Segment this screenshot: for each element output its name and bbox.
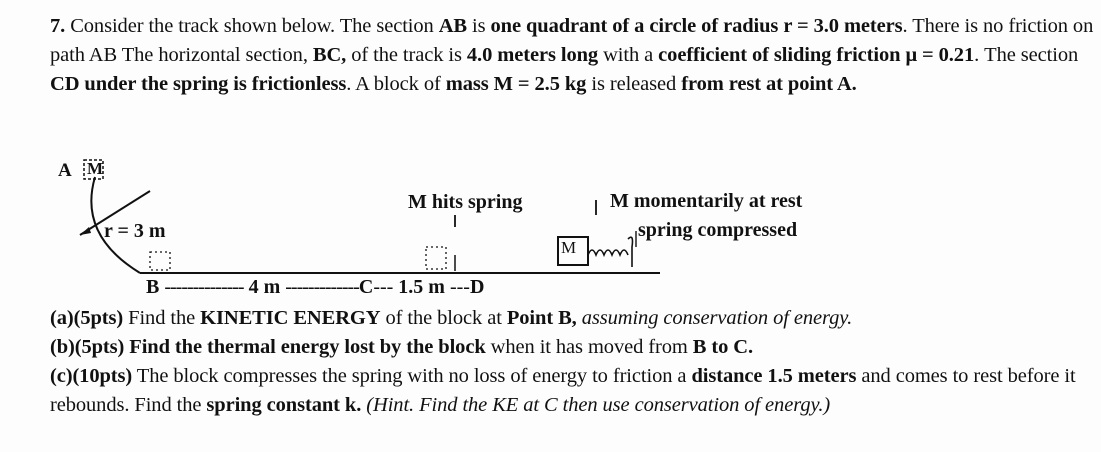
dashes-1: -------------- — [164, 276, 244, 298]
text-rest: from rest at point A. — [681, 73, 857, 95]
dashes-2: ------------- — [285, 276, 359, 298]
block-m-label: M — [561, 238, 577, 257]
text: . A block of — [346, 73, 446, 95]
question-c — [50, 362, 1095, 420]
text-assumption: assuming conservation of energy. — [576, 307, 853, 329]
text: and comes to rest before it rebounds. Find the — [50, 365, 1076, 416]
question-a-label: (a)(5pts) — [50, 307, 124, 329]
text: when it has moved from — [485, 336, 693, 358]
text: is released — [586, 73, 682, 95]
problem-number: 7. — [50, 15, 66, 37]
text: of the block at — [380, 307, 507, 329]
dist-4m: 4 m — [248, 276, 281, 298]
text-mass: mass M = 2.5 kg — [445, 73, 587, 95]
dist-15m: 1.5 m — [398, 276, 445, 298]
momentarily-label: M momentarily at rest — [610, 190, 803, 212]
text-ab: AB — [438, 15, 467, 37]
text-point-b: Point B, — [506, 307, 577, 329]
dashes-3: --- — [373, 276, 394, 298]
compressed-label: spring compressed — [638, 219, 798, 241]
text: Find the — [123, 307, 201, 329]
spring-wall — [628, 237, 633, 267]
question-b-label: (b)(5pts) Find the thermal energy lost by the block — [50, 336, 486, 358]
track-diagram — [0, 155, 1101, 305]
text: . There is no friction on path AB The horizontal section, — [50, 15, 1094, 66]
distance-row — [146, 276, 484, 299]
problem-statement — [50, 12, 1095, 99]
hits-spring-label: M hits spring — [408, 191, 523, 213]
text-friction: coefficient of sliding friction μ = 0.21 — [658, 44, 975, 66]
block-at-spring — [426, 247, 446, 269]
text-distance: distance 1.5 meters — [691, 365, 857, 387]
text-b-to-c: B to C. — [692, 336, 753, 358]
spring-coil — [588, 250, 628, 255]
label-m-top: M — [87, 159, 104, 178]
text-spring-constant: spring constant k. — [206, 394, 362, 416]
text: is — [467, 15, 491, 37]
question-b — [50, 333, 1095, 362]
question-c-label: (c)(10pts) — [50, 365, 133, 387]
questions — [50, 304, 1095, 420]
radius-label: r = 3 m — [104, 220, 166, 242]
label-a: A — [58, 160, 72, 181]
radius-arrowhead — [80, 227, 91, 235]
text-length: 4.0 meters long — [466, 44, 599, 66]
label-c: C — [358, 276, 374, 298]
label-b: B — [146, 276, 160, 298]
text: The block compresses the spring with no loss of energy to friction a — [132, 365, 692, 387]
text-bc: BC, — [312, 44, 347, 66]
text-hint: (Hint. Find the KE at C then use conservation of energy.) — [361, 394, 831, 416]
text: of the track is — [346, 44, 467, 66]
label-d: D — [469, 276, 485, 298]
text-quadrant: one quadrant of a circle of radius r = 3.0 meters — [490, 15, 903, 37]
dashes-4: --- — [449, 276, 470, 298]
question-a — [50, 304, 1095, 333]
text-cd: CD under the spring is frictionless — [50, 73, 347, 95]
block-at-b — [150, 252, 170, 270]
text: . The section — [974, 44, 1079, 66]
text: with a — [598, 44, 659, 66]
text: Consider the track shown below. The section — [65, 15, 439, 37]
text-ke: KINETIC ENERGY — [200, 307, 381, 329]
